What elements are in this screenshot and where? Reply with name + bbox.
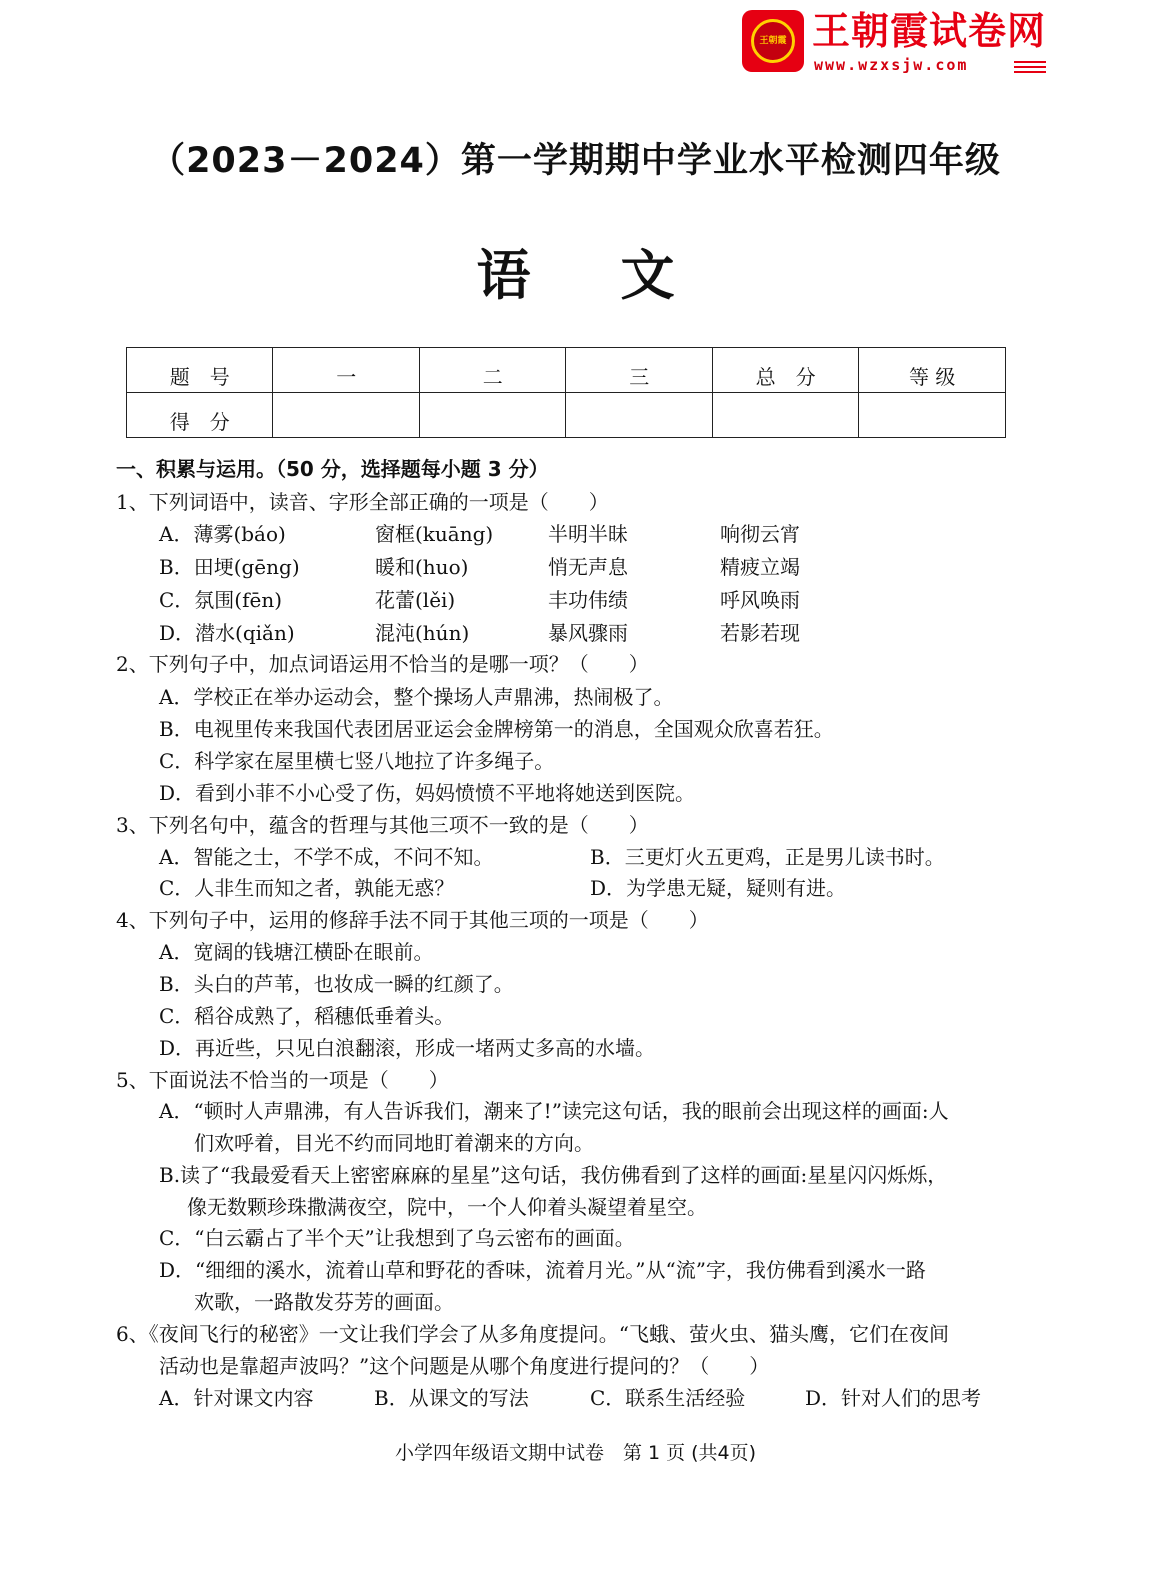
- q1-option-cell: 暴风骤雨: [548, 621, 628, 645]
- question-stem: 2、下列句子中，加点词语运用不恰当的是哪一项？（ ）: [116, 652, 649, 676]
- score-row-label: 得 分: [127, 393, 273, 438]
- question-stem: 6、《夜间飞行的秘密》一文让我们学会了从多角度提问。“飞蛾、萤火虫、猫头鹰，它们在夜间: [116, 1322, 949, 1346]
- q1-option-cell: 半明半昧: [548, 522, 628, 546]
- q1-option-cell: B．田埂(gēng): [159, 555, 300, 579]
- q5-option-c: C．“白云霸占了半个天”让我想到了乌云密布的画面。: [159, 1226, 635, 1250]
- site-logo: [742, 8, 1054, 76]
- q1-option-cell: 混沌(hún): [375, 621, 470, 645]
- logo-seal-text: 王朝霞: [751, 19, 795, 63]
- q6-option-a: A．针对课文内容: [159, 1386, 314, 1410]
- q1-option-cell: 悄无声息: [548, 555, 628, 579]
- score-header-cell: 一: [273, 348, 419, 393]
- question-stem: 4、下列句子中，运用的修辞手法不同于其他三项的一项是（ ）: [116, 908, 709, 932]
- page-footer: 小学四年级语文期中试卷 第 1 页 (共4页): [394, 1442, 757, 1464]
- score-table: [126, 347, 1006, 438]
- q1-option-cell: 窗框(kuāng): [375, 522, 494, 546]
- score-header-cell: 等 级: [859, 348, 1006, 393]
- logo-seal-icon: [742, 10, 804, 72]
- q3-option-a: A．智能之士，不学不成，不问不知。: [159, 845, 494, 869]
- logo-lines-icon: [1014, 61, 1046, 73]
- q6-option-c: C．联系生活经验: [590, 1386, 746, 1410]
- q4-option-b: B．头白的芦苇，也妆成一瞬的红颜了。: [159, 972, 514, 996]
- q2-option-b: B．电视里传来我国代表团居亚运会金牌榜第一的消息，全国观众欣喜若狂。: [159, 717, 834, 741]
- logo-name: 王朝霞试卷网: [812, 9, 1047, 53]
- q5-option-a: A．“顿时人声鼎沸，有人告诉我们，潮来了!”读完这句话，我的眼前会出现这样的画面:人: [159, 1099, 949, 1123]
- q6-option-d: D．针对人们的思考: [805, 1386, 982, 1410]
- q1-option-cell: 呼风唤雨: [720, 588, 800, 612]
- q1-option-cell: 响彻云宵: [720, 522, 800, 546]
- score-header-cell: 三: [566, 348, 712, 393]
- score-cell[interactable]: [859, 393, 1006, 438]
- q1-option-cell: D．潜水(qiǎn): [159, 621, 295, 645]
- q2-option-d: D．看到小菲不小心受了伤，妈妈愤愤不平地将她送到医院。: [159, 781, 696, 805]
- q3-option-d: D．为学患无疑，疑则有进。: [590, 876, 847, 900]
- q5-option-d-cont: 欢歌，一路散发芬芳的画面。: [194, 1290, 454, 1314]
- q1-option-cell: C．氛围(fēn): [159, 588, 283, 612]
- q5-option-b: B.读了“我最爱看天上密密麻麻的星星”这句话，我仿佛看到了这样的画面:星星闪闪烁烁，: [159, 1163, 948, 1187]
- section-heading: 一、积累与运用。（50 分，选择题每小题 3 分）: [116, 457, 549, 481]
- exam-title: （2023－2024）第一学期期中学业水平检测四年级: [150, 141, 1001, 181]
- q6-option-b: B．从课文的写法: [374, 1386, 529, 1410]
- score-table-header-row: [127, 348, 1006, 393]
- q5-option-a-cont: 们欢呼着，目光不约而同地盯着潮来的方向。: [194, 1131, 594, 1155]
- q2-option-a: A．学校正在举办运动会，整个操场人声鼎沸，热闹极了。: [159, 685, 674, 709]
- q5-option-d: D．“细细的溪水，流着山草和野花的香味，流着月光。”从“流”字，我仿佛看到溪水一路: [159, 1258, 926, 1282]
- logo-url: www.wzxsjw.com: [814, 56, 969, 74]
- q1-option-cell: 花蕾(lěi): [375, 588, 456, 612]
- q4-option-c: C．稻谷成熟了，稻穗低垂着头。: [159, 1004, 455, 1028]
- score-header-cell: 总 分: [712, 348, 858, 393]
- q5-option-b-cont: 像无数颗珍珠撒满夜空，院中，一个人仰着头凝望着星空。: [187, 1195, 707, 1219]
- question-stem: 5、下面说法不恰当的一项是（ ）: [116, 1068, 449, 1092]
- q1-option-cell: 丰功伟绩: [548, 588, 628, 612]
- q1-option-cell: 若影若现: [720, 621, 800, 645]
- q1-option-cell: A．薄雾(báo): [159, 522, 286, 546]
- q4-option-a: A．宽阔的钱塘江横卧在眼前。: [159, 940, 434, 964]
- question-stem: 3、下列名句中，蕴含的哲理与其他三项不一致的是（ ）: [116, 813, 649, 837]
- score-header-cell: 题 号: [127, 348, 273, 393]
- q2-option-c: C．科学家在屋里横七竖八地拉了许多绳子。: [159, 749, 555, 773]
- q3-option-b: B．三更灯火五更鸡，正是男儿读书时。: [590, 845, 945, 869]
- q3-option-c: C．人非生而知之者，孰能无惑？: [159, 876, 455, 900]
- exam-subject: 语文: [476, 244, 765, 307]
- q1-option-cell: 精疲立竭: [720, 555, 800, 579]
- q4-option-d: D．再近些，只见白浪翻滚，形成一堵两丈多高的水墙。: [159, 1036, 656, 1060]
- score-cell[interactable]: [566, 393, 712, 438]
- score-cell[interactable]: [273, 393, 419, 438]
- score-header-cell: 二: [419, 348, 565, 393]
- score-table-score-row: [127, 393, 1006, 438]
- score-cell[interactable]: [419, 393, 565, 438]
- question-stem-cont: 活动也是靠超声波吗？”这个问题是从哪个角度进行提问的？（ ）: [159, 1354, 770, 1378]
- question-stem: 1、下列词语中，读音、字形全部正确的一项是（ ）: [116, 490, 609, 514]
- score-cell[interactable]: [712, 393, 858, 438]
- q1-option-cell: 暖和(huo): [375, 555, 469, 579]
